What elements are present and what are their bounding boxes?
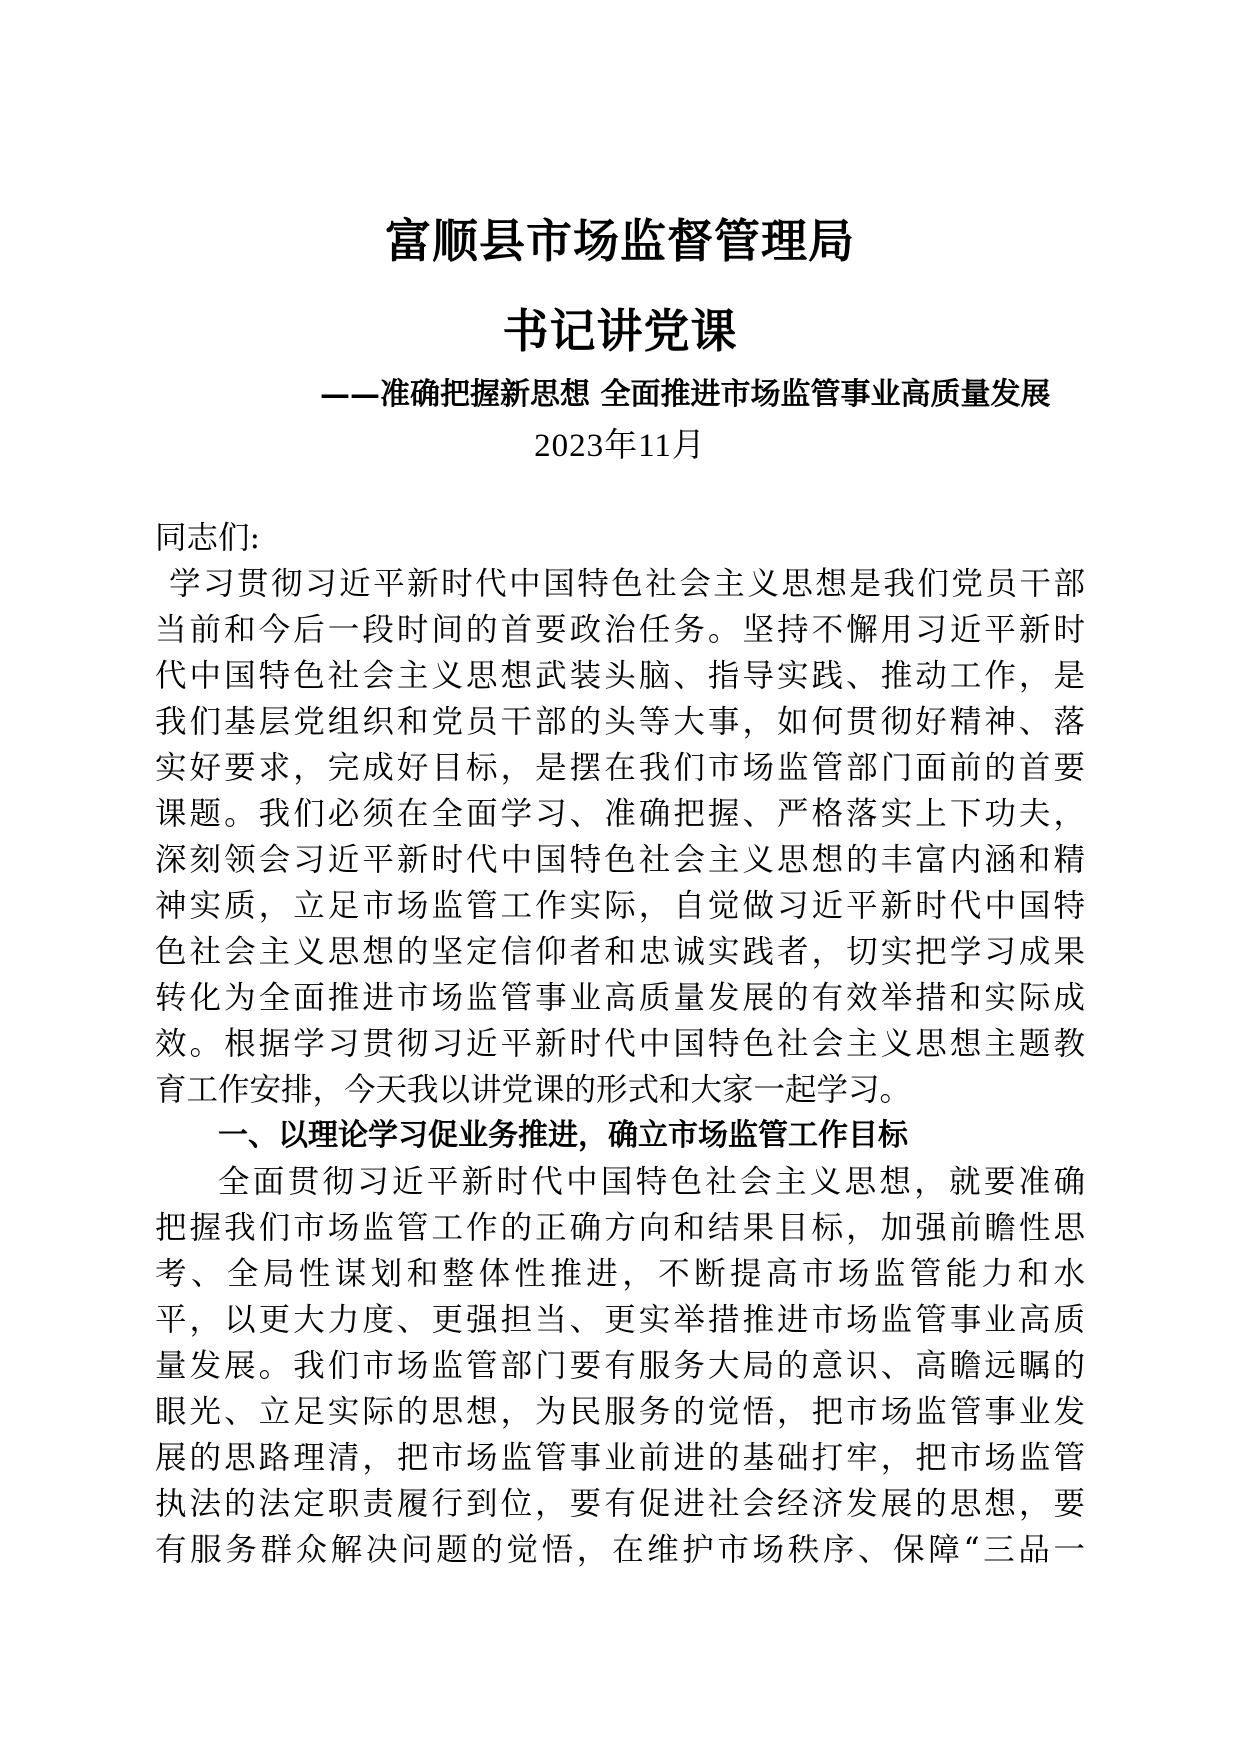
paragraph-line: 把握我们市场监管工作的正确方向和结果目标，加强前瞻性思 — [155, 1210, 1085, 1246]
paragraph-line: 眼光、立足实际的思想，为民服务的觉悟，把市场监管事业发 — [155, 1394, 1085, 1430]
paragraph-line: 展的思路理清，把市场监管事业前进的基础打牢，把市场监管 — [155, 1440, 1085, 1476]
paragraph-line: 转化为全面推进市场监管事业高质量发展的有效举措和实际成 — [155, 980, 1085, 1016]
salutation: 同志们: — [155, 520, 261, 556]
paragraph-line: 深刻领会习近平新时代中国特色社会主义思想的丰富内涵和精 — [155, 842, 1085, 878]
paragraph-line: 实好要求，完成好目标，是摆在我们市场监管部门面前的首要 — [155, 750, 1085, 786]
document-subtitle: ——准确把握新思想 全面推进市场监管事业高质量发展 — [320, 377, 1051, 412]
paragraph-line: 色社会主义思想的坚定信仰者和忠诚实践者，切实把学习成果 — [155, 934, 1085, 970]
paragraph-line: 我们基层党组织和党员干部的头等大事，如何贯彻好精神、落 — [155, 704, 1085, 740]
paragraph-line: 神实质，立足市场监管工作实际，自觉做习近平新时代中国特 — [155, 888, 1085, 924]
paragraph-line: 课题。我们必须在全面学习、准确把握、严格落实上下功夫， — [155, 796, 1085, 832]
document-title-line2: 书记讲党课 — [502, 304, 738, 358]
paragraph-1 — [155, 561, 1085, 1113]
paragraph-line: 学习贯彻习近平新时代中国特色社会主义思想是我们党员干部 — [169, 566, 1085, 602]
paragraph-line: 考、全局性谋划和整体性推进，不断提高市场监管能力和水 — [155, 1256, 1085, 1292]
paragraph-line: 全面贯彻习近平新时代中国特色社会主义思想，就要准确 — [218, 1164, 1085, 1200]
paragraph-line: 效。根据学习贯彻习近平新时代中国特色社会主义思想主题教 — [155, 1026, 1085, 1062]
document-title: 富顺县市场监督管理局 — [385, 214, 855, 268]
paragraph-line: 有服务群众解决问题的觉悟，在维护市场秩序、保障“三品一 — [155, 1532, 1085, 1568]
section-heading: 一、以理论学习促业务推进，确立市场监管工作目标 — [218, 1118, 908, 1153]
document-body — [155, 515, 1085, 1573]
paragraph-line: 代中国特色社会主义思想武装头脑、指导实践、推动工作，是 — [155, 658, 1085, 694]
paragraph-line: 执法的法定职责履行到位，要有促进社会经济发展的思想，要 — [155, 1486, 1085, 1522]
paragraph-line: 育工作安排，今天我以讲党课的形式和大家一起学习。 — [155, 1072, 912, 1108]
document-date: 2023年11月 — [534, 428, 706, 464]
paragraph-line: 平，以更大力度、更强担当、更实举措推进市场监管事业高质 — [155, 1302, 1085, 1338]
paragraph-line: 量发展。我们市场监管部门要有服务大局的意识、高瞻远瞩的 — [155, 1348, 1085, 1384]
paragraph-2 — [155, 1159, 1085, 1573]
paragraph-line: 当前和今后一段时间的首要政治任务。坚持不懈用习近平新时 — [155, 612, 1085, 648]
